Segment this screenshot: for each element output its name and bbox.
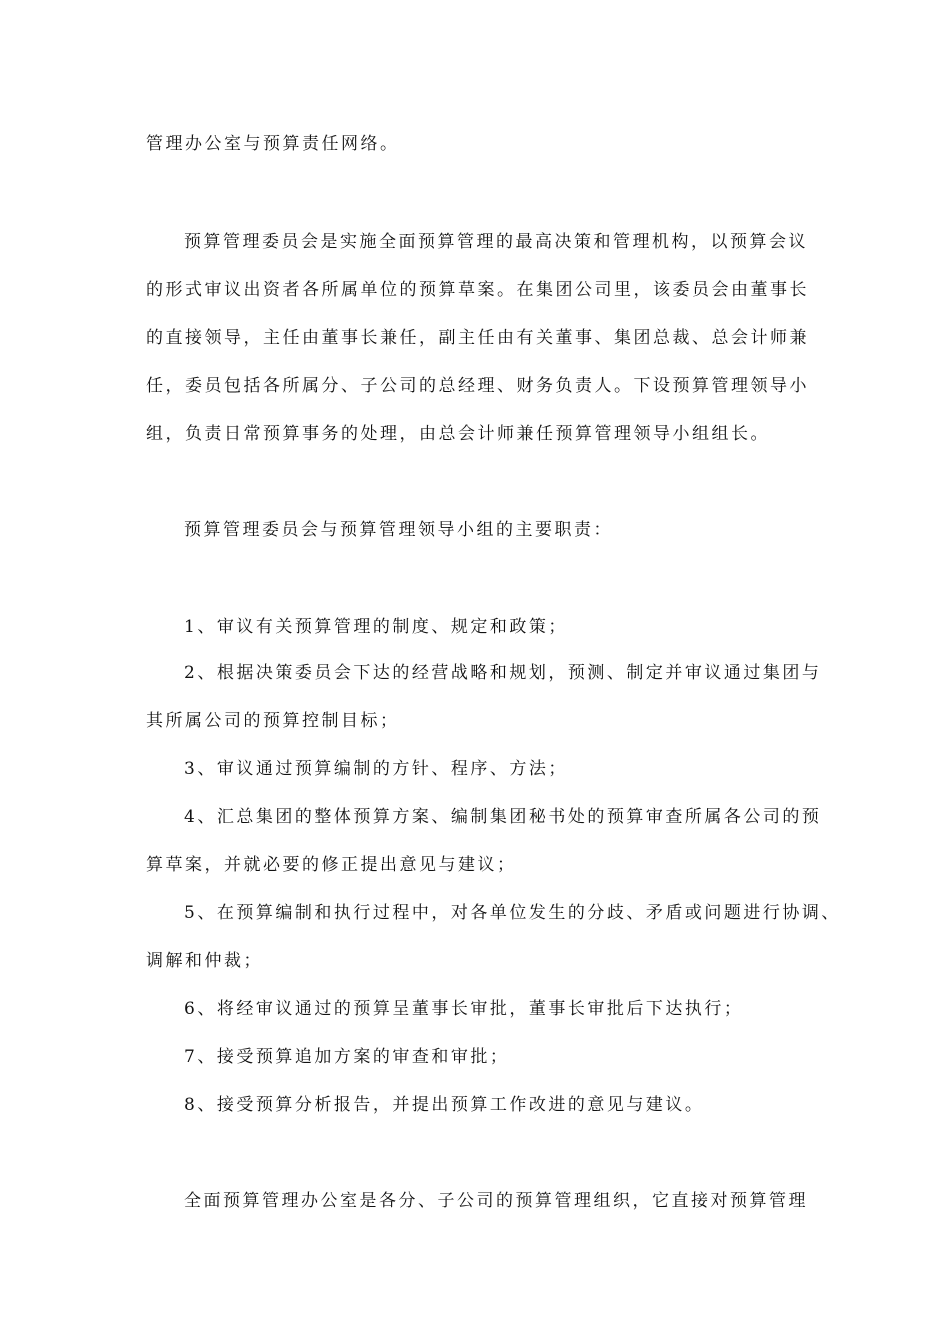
list-item: 4、汇总集团的整体预算方案、编制集团秘书处的预算审查所属各公司的预 (184, 807, 822, 827)
text-line: 预算管理委员会是实施全面预算管理的最高决策和管理机构，以预算会议 (184, 232, 808, 252)
text-line: 的形式审议出资者各所属单位的预算草案。在集团公司里，该委员会由董事长 (146, 280, 809, 300)
text-line: 调解和仲裁； (146, 951, 263, 971)
list-item: 6、将经审议通过的预算呈董事长审批，董事长审批后下达执行； (184, 999, 744, 1019)
text-line: 组，负责日常预算事务的处理，由总会计师兼任预算管理领导小组组长。 (146, 424, 770, 444)
text-line: 任，委员包括各所属分、子公司的总经理、财务负责人。下设预算管理领导小 (146, 376, 809, 396)
list-item: 1、审议有关预算管理的制度、规定和政策； (184, 617, 568, 637)
text-line: 全面预算管理办公室是各分、子公司的预算管理组织，它直接对预算管理 (184, 1191, 808, 1211)
text-line: 管理办公室与预算责任网络。 (146, 134, 400, 154)
text-line: 其所属公司的预算控制目标； (146, 711, 400, 731)
list-item: 5、在预算编制和执行过程中，对各单位发生的分歧、矛盾或问题进行协调、 (184, 903, 841, 923)
list-item: 8、接受预算分析报告，并提出预算工作改进的意见与建议。 (184, 1095, 705, 1115)
list-item: 3、审议通过预算编制的方针、程序、方法； (184, 759, 568, 779)
list-item: 7、接受预算追加方案的审查和审批； (184, 1047, 510, 1067)
text-line: 预算管理委员会与预算管理领导小组的主要职责： (184, 520, 613, 540)
text-line: 的直接领导，主任由董事长兼任，副主任由有关董事、集团总裁、总会计师兼 (146, 328, 809, 348)
list-item: 2、根据决策委员会下达的经营战略和规划，预测、制定并审议通过集团与 (184, 663, 822, 683)
text-line: 算草案，并就必要的修正提出意见与建议； (146, 855, 517, 875)
